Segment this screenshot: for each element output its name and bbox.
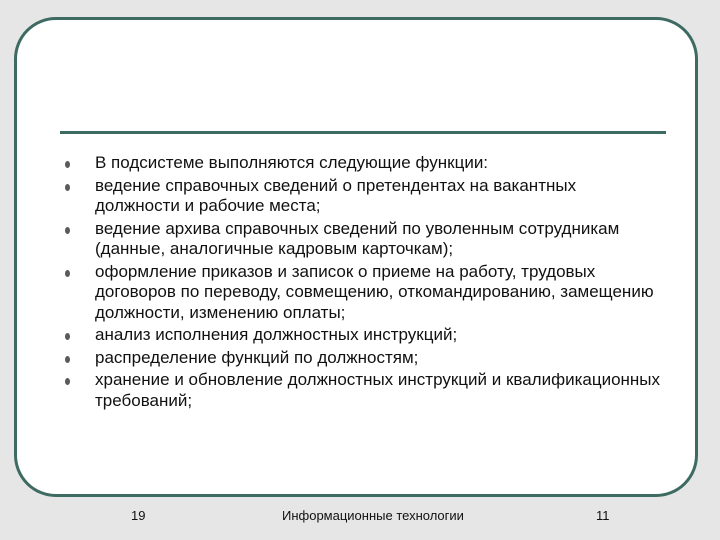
slide-number: 11 [596, 508, 610, 523]
list-item-text: распределение функций по должностям; [95, 347, 419, 367]
bullet-list [64, 153, 664, 411]
bullet-dot-icon [65, 184, 70, 191]
footer-date-number: 19 [131, 508, 146, 523]
list-item-text: ведение справочных сведений о претендентах на вакантных должности и рабочие места; [95, 175, 577, 215]
list-item [64, 176, 664, 217]
title-divider [60, 131, 666, 134]
bullet-dot-icon [65, 356, 70, 363]
footer-title: Информационные технологии [282, 508, 464, 523]
list-item [64, 325, 664, 346]
bullet-dot-icon [65, 227, 70, 234]
list-item [64, 370, 664, 411]
bullet-dot-icon [65, 333, 70, 340]
bullet-dot-icon [65, 161, 70, 168]
list-item [64, 348, 664, 369]
list-item-text: ведение архива справочных сведений по уволенным сотрудникам (данные, аналогичные кадровым карточкам); [95, 218, 620, 258]
bullet-dot-icon [65, 378, 70, 385]
list-item [64, 219, 664, 260]
list-item-text: анализ исполнения должностных инструкций; [95, 325, 458, 344]
list-item [64, 262, 664, 324]
list-item [64, 153, 664, 174]
bullet-dot-icon [65, 270, 70, 277]
list-item-text: хранение и обновление должностных инструкций и квалификационных требований; [95, 370, 661, 410]
list-item-text: оформление приказов и записок о приеме на работу, трудовых договоров по переводу, совмещению, откомандированию, замещению должности, изменению оплаты; [95, 261, 654, 322]
list-item-text: В подсистеме выполняются следующие функции: [95, 153, 489, 172]
